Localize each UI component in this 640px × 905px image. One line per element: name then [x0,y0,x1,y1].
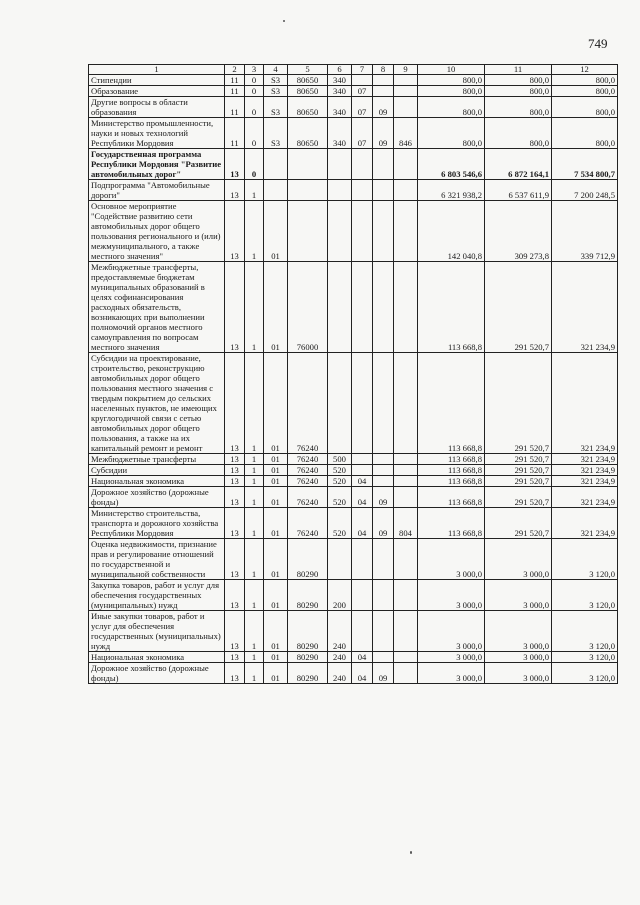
column-header: 4 [264,65,288,75]
code-cell: 1 [245,454,264,465]
code-cell: 11 [225,75,245,86]
code-cell: 13 [225,454,245,465]
code-cell: 76240 [288,476,328,487]
amount-cell: 7 534 800,7 [552,149,618,180]
code-cell [352,353,373,454]
code-cell: 76240 [288,487,328,508]
code-cell: S3 [264,86,288,97]
code-cell [394,465,418,476]
code-cell [352,580,373,611]
table-row [89,476,618,487]
row-name-cell: Образование [89,86,225,97]
code-cell: 240 [328,652,352,663]
amount-cell: 3 000,0 [418,663,485,684]
code-cell: 1 [245,663,264,684]
row-name-cell: Национальная экономика [89,476,225,487]
amount-cell: 800,0 [552,118,618,149]
code-cell [288,149,328,180]
code-cell: 13 [225,180,245,201]
table-row [89,75,618,86]
amount-cell: 113 668,8 [418,465,485,476]
code-cell: 1 [245,262,264,353]
code-cell [394,454,418,465]
amount-cell: 3 000,0 [485,663,552,684]
scan-speck [283,20,285,22]
code-cell: 01 [264,201,288,262]
amount-cell: 3 000,0 [418,611,485,652]
code-cell [394,663,418,684]
code-cell: 340 [328,97,352,118]
code-cell: 11 [225,118,245,149]
code-cell [352,201,373,262]
table-row [89,201,618,262]
code-cell [394,97,418,118]
column-header: 5 [288,65,328,75]
code-cell [373,476,394,487]
row-name-cell: Министерство строительства, транспорта и дорожного хозяйства Республики Мордовия [89,508,225,539]
amount-cell: 6 537 611,9 [485,180,552,201]
amount-cell: 291 520,7 [485,262,552,353]
code-cell [328,539,352,580]
amount-cell: 6 803 546,6 [418,149,485,180]
amount-cell: 321 234,9 [552,454,618,465]
code-cell: 13 [225,580,245,611]
code-cell: 80290 [288,652,328,663]
code-cell [328,353,352,454]
amount-cell: 3 120,0 [552,652,618,663]
code-cell: 80290 [288,539,328,580]
code-cell: 04 [352,476,373,487]
code-cell: 13 [225,652,245,663]
code-cell [394,539,418,580]
code-cell: 340 [328,86,352,97]
column-header: 6 [328,65,352,75]
table-row [89,663,618,684]
column-header: 8 [373,65,394,75]
code-cell [394,149,418,180]
amount-cell: 321 234,9 [552,508,618,539]
amount-cell: 291 520,7 [485,487,552,508]
code-cell [352,454,373,465]
code-cell [352,539,373,580]
code-cell [328,262,352,353]
code-cell: 01 [264,508,288,539]
code-cell: 520 [328,508,352,539]
code-cell: 1 [245,539,264,580]
amount-cell: 800,0 [552,97,618,118]
amount-cell: 113 668,8 [418,487,485,508]
code-cell [394,86,418,97]
code-cell: 804 [394,508,418,539]
code-cell: 80290 [288,580,328,611]
code-cell [352,180,373,201]
table-row [89,508,618,539]
amount-cell: 291 520,7 [485,454,552,465]
code-cell: 01 [264,262,288,353]
code-cell: 200 [328,580,352,611]
amount-cell: 321 234,9 [552,476,618,487]
table-row [89,118,618,149]
code-cell: 13 [225,539,245,580]
code-cell: 13 [225,262,245,353]
code-cell: 09 [373,487,394,508]
code-cell: 01 [264,663,288,684]
code-cell: 520 [328,487,352,508]
code-cell: 0 [245,97,264,118]
code-cell: S3 [264,118,288,149]
code-cell: 09 [373,97,394,118]
code-cell [394,262,418,353]
code-cell [352,149,373,180]
amount-cell: 800,0 [552,86,618,97]
row-name-cell: Национальная экономика [89,652,225,663]
code-cell [288,180,328,201]
amount-cell: 291 520,7 [485,353,552,454]
code-cell: 11 [225,97,245,118]
code-cell [373,539,394,580]
row-name-cell: Оценка недвижимости, признание прав и регулирование отношений по государственной и муниципальной собственности [89,539,225,580]
code-cell: 01 [264,580,288,611]
code-cell [394,580,418,611]
code-cell [373,180,394,201]
amount-cell: 113 668,8 [418,454,485,465]
row-name-cell: Иные закупки товаров, работ и услуг для обеспечения государственных (муниципальных) нужд [89,611,225,652]
code-cell: 13 [225,611,245,652]
code-cell: 04 [352,487,373,508]
table-row [89,86,618,97]
code-cell: 80650 [288,118,328,149]
code-cell [373,262,394,353]
code-cell: 11 [225,86,245,97]
code-cell: 80650 [288,86,328,97]
amount-cell: 6 872 164,1 [485,149,552,180]
code-cell: 340 [328,75,352,86]
code-cell [373,611,394,652]
amount-cell: 800,0 [485,118,552,149]
amount-cell: 800,0 [485,97,552,118]
code-cell: 1 [245,180,264,201]
column-header: 10 [418,65,485,75]
table-row [89,580,618,611]
code-cell: 0 [245,118,264,149]
row-name-cell: Подпрограмма "Автомобильные дороги" [89,180,225,201]
page-number: 749 [588,36,608,51]
code-cell [328,201,352,262]
row-name-cell: Дорожное хозяйство (дорожные фонды) [89,663,225,684]
table-row [89,149,618,180]
code-cell: 0 [245,149,264,180]
amount-cell: 3 120,0 [552,663,618,684]
code-cell [394,353,418,454]
header-row [89,65,618,75]
table-row [89,539,618,580]
code-cell [352,611,373,652]
code-cell [352,465,373,476]
code-cell [394,487,418,508]
code-cell: 80290 [288,611,328,652]
code-cell: 01 [264,454,288,465]
code-cell [328,149,352,180]
code-cell [352,262,373,353]
code-cell [373,86,394,97]
code-cell: 76240 [288,353,328,454]
amount-cell: 800,0 [552,75,618,86]
code-cell [264,180,288,201]
code-cell: 0 [245,86,264,97]
code-cell [373,454,394,465]
code-cell: 76240 [288,454,328,465]
row-name-cell: Государственная программа Республики Мордовия "Развитие автомобильных дорог" [89,149,225,180]
code-cell: 240 [328,663,352,684]
column-header: 2 [225,65,245,75]
table-row [89,180,618,201]
code-cell: 1 [245,201,264,262]
code-cell [394,180,418,201]
code-cell: 240 [328,611,352,652]
row-name-cell: Субсидии на проектирование, строительство, реконструкцию автомобильных дорог общего пользования местного значения с твердым покрытием до сельских населенных пунктов, не имеющих круглогодичной связи с сетью автомобильных дорог общего пользования, а также на их капитальный ремонт и ремонт [89,353,225,454]
column-header: 9 [394,65,418,75]
amount-cell: 3 000,0 [418,539,485,580]
row-name-cell: Межбюджетные трансферты, предоставляемые бюджетам муниципальных образований в целях софинансирования расходных обязательств, возникающих при выполнении полномочий органов местного самоуправления по вопросам местного значения [89,262,225,353]
row-name-cell: Основное мероприятие "Содействие развитию сети автомобильных дорог общего пользования регионального и (или) межмуниципального, а также местного значения" [89,201,225,262]
row-name-cell: Другие вопросы в области образования [89,97,225,118]
code-cell [373,201,394,262]
code-cell: 80650 [288,75,328,86]
code-cell: 09 [373,118,394,149]
amount-cell: 142 040,8 [418,201,485,262]
column-header: 3 [245,65,264,75]
table-row [89,487,618,508]
code-cell: 09 [373,663,394,684]
code-cell: 1 [245,353,264,454]
code-cell [394,652,418,663]
code-cell: 13 [225,149,245,180]
code-cell: 09 [373,508,394,539]
code-cell: 13 [225,508,245,539]
scan-speck [410,851,412,854]
code-cell: 07 [352,118,373,149]
row-name-cell: Закупка товаров, работ и услуг для обеспечения государственных (муниципальных) нужд [89,580,225,611]
table-row [89,262,618,353]
code-cell [328,180,352,201]
code-cell: 1 [245,580,264,611]
code-cell: 846 [394,118,418,149]
code-cell: 0 [245,75,264,86]
code-cell: 04 [352,663,373,684]
amount-cell: 291 520,7 [485,465,552,476]
code-cell [373,149,394,180]
column-header: 11 [485,65,552,75]
code-cell: 13 [225,487,245,508]
code-cell: 520 [328,476,352,487]
amount-cell: 3 120,0 [552,580,618,611]
code-cell [373,75,394,86]
table-row [89,652,618,663]
code-cell: 07 [352,86,373,97]
row-name-cell: Межбюджетные трансферты [89,454,225,465]
amount-cell: 321 234,9 [552,353,618,454]
code-cell: 340 [328,118,352,149]
code-cell [373,465,394,476]
amount-cell: 113 668,8 [418,508,485,539]
amount-cell: 3 000,0 [418,580,485,611]
amount-cell: 3 000,0 [418,652,485,663]
amount-cell: 291 520,7 [485,508,552,539]
amount-cell: 3 000,0 [485,611,552,652]
amount-cell: 800,0 [418,118,485,149]
row-name-cell: Субсидии [89,465,225,476]
code-cell: 520 [328,465,352,476]
code-cell: 76240 [288,465,328,476]
amount-cell: 321 234,9 [552,465,618,476]
code-cell: 13 [225,353,245,454]
code-cell [373,353,394,454]
table-row [89,454,618,465]
table-row [89,97,618,118]
code-cell: 1 [245,508,264,539]
amount-cell: 339 712,9 [552,201,618,262]
code-cell [394,201,418,262]
table-row [89,611,618,652]
code-cell: S3 [264,97,288,118]
code-cell [394,75,418,86]
code-cell [394,476,418,487]
code-cell [288,201,328,262]
code-cell [373,652,394,663]
code-cell: 1 [245,465,264,476]
code-cell: 01 [264,465,288,476]
amount-cell: 3 000,0 [485,652,552,663]
amount-cell: 113 668,8 [418,262,485,353]
amount-cell: 113 668,8 [418,476,485,487]
code-cell: 01 [264,539,288,580]
code-cell: 01 [264,487,288,508]
amount-cell: 3 000,0 [485,539,552,580]
code-cell: 13 [225,476,245,487]
code-cell: 13 [225,201,245,262]
code-cell: 01 [264,652,288,663]
row-name-cell: Стипендии [89,75,225,86]
amount-cell: 800,0 [418,97,485,118]
code-cell [352,75,373,86]
row-name-cell: Министерство промышленности, науки и новых технологий Республики Мордовия [89,118,225,149]
amount-cell: 3 120,0 [552,611,618,652]
amount-cell: 800,0 [485,86,552,97]
amount-cell: 800,0 [418,75,485,86]
code-cell: 04 [352,652,373,663]
amount-cell: 113 668,8 [418,353,485,454]
amount-cell: 6 321 938,2 [418,180,485,201]
amount-cell: 7 200 248,5 [552,180,618,201]
code-cell: 01 [264,476,288,487]
code-cell [394,611,418,652]
code-cell: 500 [328,454,352,465]
column-header: 1 [89,65,225,75]
code-cell: 76000 [288,262,328,353]
code-cell: 80290 [288,663,328,684]
column-header: 7 [352,65,373,75]
amount-cell: 3 120,0 [552,539,618,580]
code-cell: S3 [264,75,288,86]
table-row [89,353,618,454]
amount-cell: 321 234,9 [552,262,618,353]
code-cell: 13 [225,465,245,476]
amount-cell: 309 273,8 [485,201,552,262]
amount-cell: 321 234,9 [552,487,618,508]
code-cell: 1 [245,487,264,508]
amount-cell: 3 000,0 [485,580,552,611]
code-cell: 01 [264,353,288,454]
row-name-cell: Дорожное хозяйство (дорожные фонды) [89,487,225,508]
amount-cell: 800,0 [418,86,485,97]
code-cell: 1 [245,476,264,487]
code-cell: 13 [225,663,245,684]
column-header: 12 [552,65,618,75]
code-cell: 1 [245,611,264,652]
amount-cell: 800,0 [485,75,552,86]
code-cell [373,580,394,611]
code-cell: 80650 [288,97,328,118]
code-cell: 1 [245,652,264,663]
amount-cell: 291 520,7 [485,476,552,487]
table-row [89,465,618,476]
code-cell: 04 [352,508,373,539]
code-cell: 07 [352,97,373,118]
code-cell: 76240 [288,508,328,539]
budget-table [88,64,618,684]
code-cell: 01 [264,611,288,652]
table-body [89,75,618,684]
code-cell [264,149,288,180]
